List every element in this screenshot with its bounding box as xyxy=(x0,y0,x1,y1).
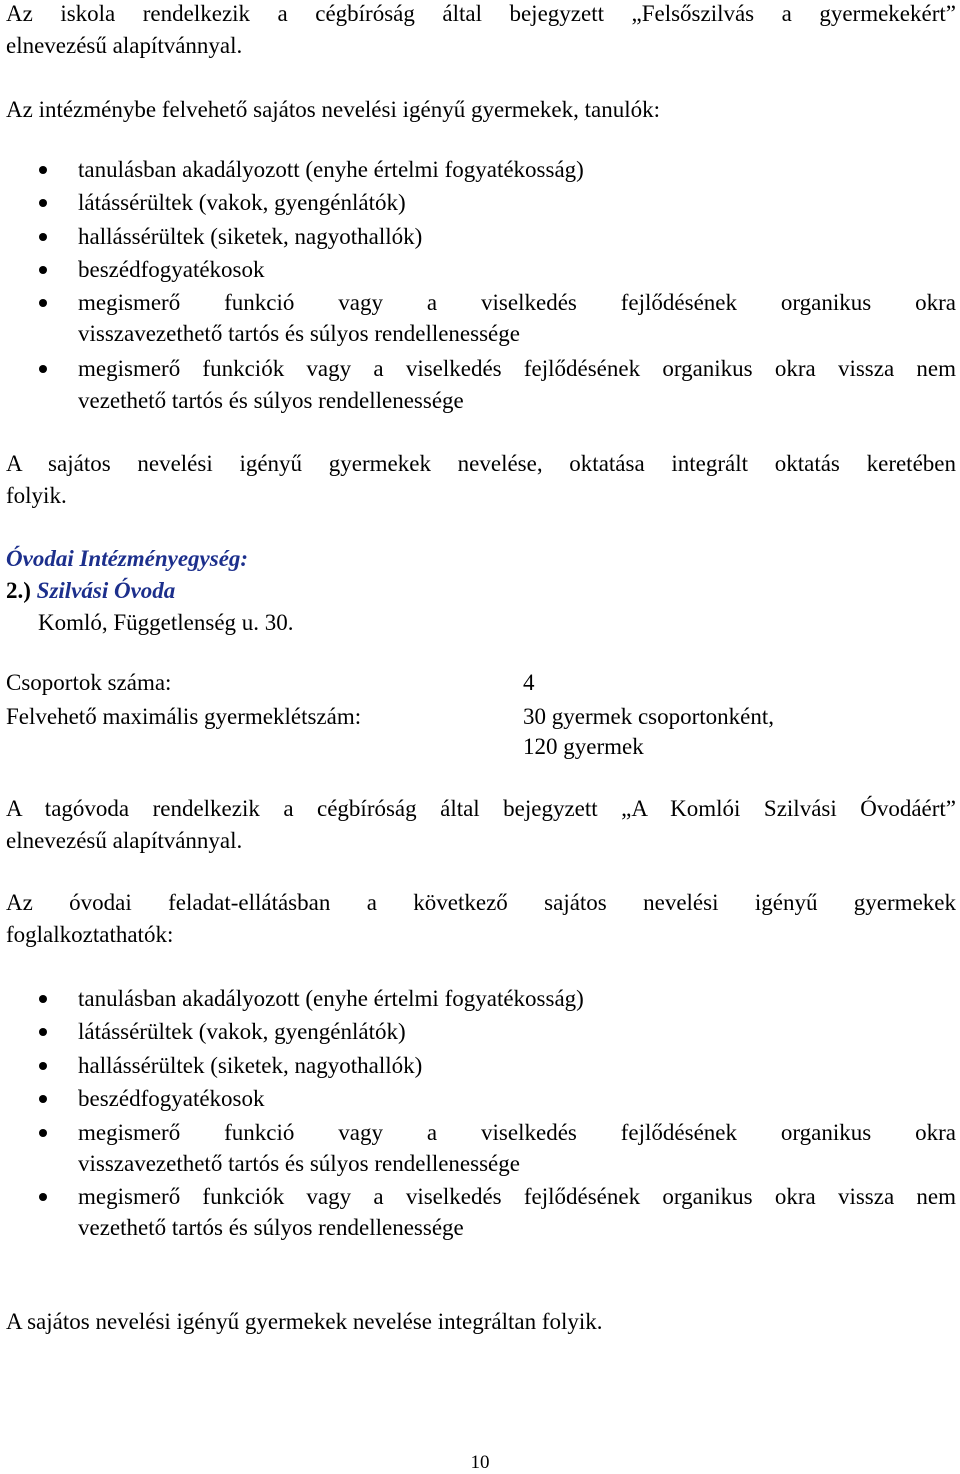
groups-label: Csoportok száma: xyxy=(6,670,172,695)
list-item-continuation: visszavezethető tartós és súlyos rendellenessége xyxy=(78,321,520,346)
bullet-icon xyxy=(39,299,47,307)
school-sen-closing-line-2: folyik. xyxy=(6,483,67,508)
list-item: hallássérültek (siketek, nagyothallók) xyxy=(78,224,423,249)
intro-line-1: Az iskola rendelkezik a cégbíróság által bejegyzett „Felsőszilvás a gyermekekért” xyxy=(6,1,956,26)
list-item: beszédfogyatékosok xyxy=(78,257,265,282)
groups-value: 4 xyxy=(523,670,535,695)
bullet-icon xyxy=(39,233,47,241)
list-item: tanulásban akadályozott (enyhe értelmi fogyatékosság) xyxy=(78,157,584,182)
unit-heading: Óvodai Intézményegység: xyxy=(6,546,249,571)
kindergarten-address: Komló, Függetlenség u. 30. xyxy=(38,610,294,635)
kg-sen-lead-line-2: foglalkoztathatók: xyxy=(6,922,174,947)
school-sen-lead: Az intézménybe felvehető sajátos nevelési igényű gyermekek, tanulók: xyxy=(6,97,660,122)
bullet-icon xyxy=(39,995,47,1003)
bullet-icon xyxy=(39,1193,47,1201)
list-item: látássérültek (vakok, gyengénlátók) xyxy=(78,190,406,215)
bullet-icon xyxy=(39,166,47,174)
bullet-icon xyxy=(39,199,47,207)
bullet-icon xyxy=(39,1028,47,1036)
list-item: megismerő funkciók vagy a viselkedés fejlődésének organikus okra vissza nem xyxy=(78,1184,956,1209)
capacity-value: 30 gyermek csoportonként, xyxy=(523,704,775,729)
list-item: beszédfogyatékosok xyxy=(78,1086,265,1111)
list-item-continuation: vezethető tartós és súlyos rendellenessége xyxy=(78,1215,464,1240)
bullet-icon xyxy=(39,266,47,274)
kg-sen-lead-line-1: Az óvodai feladat-ellátásban a következő sajátos nevelési igényű gyermekek xyxy=(6,890,956,915)
school-sen-closing-line-1: A sajátos nevelési igényű gyermekek nevelése, oktatása integrált oktatás keretében xyxy=(6,451,956,476)
foundation-line-1: A tagóvoda rendelkezik a cégbíróság által bejegyzett „A Komlói Szilvási Óvodáért” xyxy=(6,796,956,821)
bullet-icon xyxy=(39,1129,47,1137)
capacity-label: Felvehető maximális gyermeklétszám: xyxy=(6,704,362,729)
list-item: megismerő funkció vagy a viselkedés fejlődésének organikus okra xyxy=(78,290,956,315)
list-item-continuation: vezethető tartós és súlyos rendellenessége xyxy=(78,388,464,413)
list-item: látássérültek (vakok, gyengénlátók) xyxy=(78,1019,406,1044)
kindergarten-title xyxy=(6,577,175,605)
capacity-total: 120 gyermek xyxy=(523,734,644,759)
kindergarten-name: Szilvási Óvoda xyxy=(36,578,176,603)
bullet-icon xyxy=(39,365,47,373)
foundation-line-2: elnevezésű alapítvánnyal. xyxy=(6,828,243,853)
list-item: megismerő funkció vagy a viselkedés fejlődésének organikus okra xyxy=(78,1120,956,1145)
bullet-icon xyxy=(39,1095,47,1103)
kindergarten-number: 2.) xyxy=(6,578,31,603)
bullet-icon xyxy=(39,1062,47,1070)
intro-line-2: elnevezésű alapítvánnyal. xyxy=(6,33,243,58)
list-item: megismerő funkciók vagy a viselkedés fejlődésének organikus okra vissza nem xyxy=(78,356,956,381)
kg-sen-closing: A sajátos nevelési igényű gyermekek nevelése integráltan folyik. xyxy=(6,1309,603,1334)
list-item-continuation: visszavezethető tartós és súlyos rendellenessége xyxy=(78,1151,520,1176)
list-item: hallássérültek (siketek, nagyothallók) xyxy=(78,1053,423,1078)
page-number: 10 xyxy=(470,1452,490,1473)
list-item: tanulásban akadályozott (enyhe értelmi fogyatékosság) xyxy=(78,986,584,1011)
